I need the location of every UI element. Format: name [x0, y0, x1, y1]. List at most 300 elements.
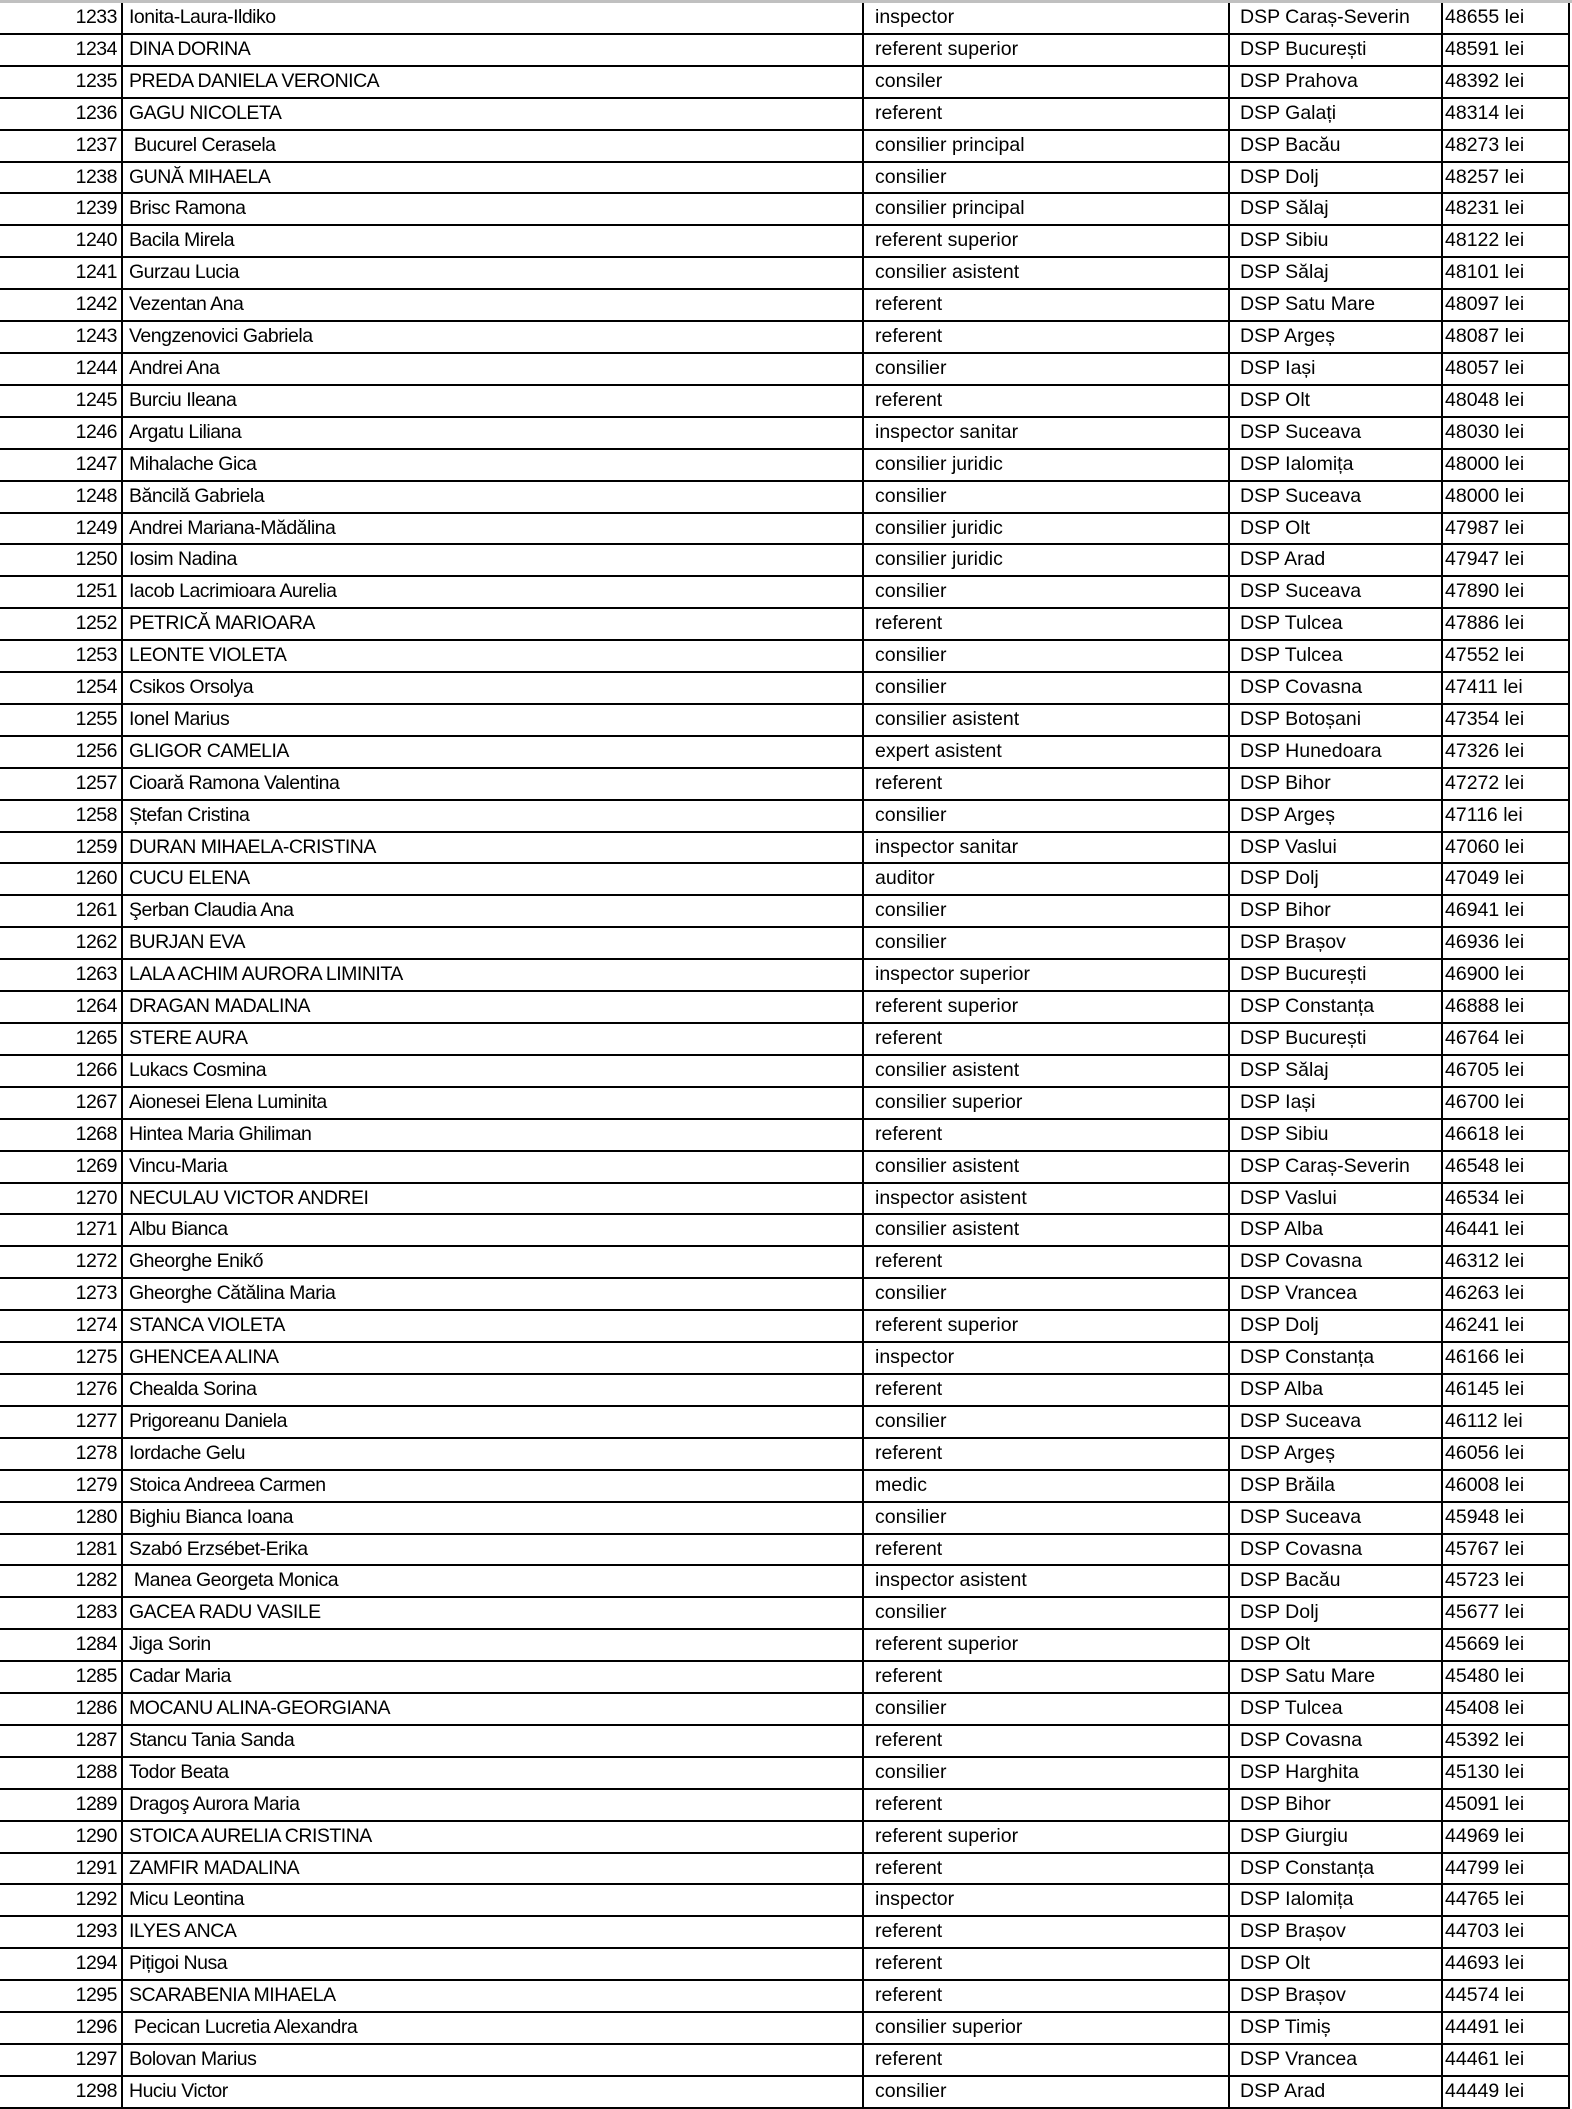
table-row — [0, 736, 1569, 768]
salary-cell: 46700 lei — [1442, 1087, 1569, 1119]
row-number-cell: 1237 — [0, 130, 122, 162]
department-cell: DSP Vrancea — [1229, 2044, 1442, 2076]
row-number-cell: 1242 — [0, 289, 122, 321]
employee-name-cell: Jiga Sorin — [122, 1629, 863, 1661]
table-row — [0, 162, 1569, 194]
department-cell: DSP Bacău — [1229, 1565, 1442, 1597]
department-cell: DSP Caraș-Severin — [1229, 3, 1442, 34]
employee-name-cell: Albu Bianca — [122, 1214, 863, 1246]
department-cell: DSP Bihor — [1229, 895, 1442, 927]
table-row — [0, 1565, 1569, 1597]
job-title-cell: consilier asistent — [863, 1214, 1229, 1246]
department-cell: DSP Argeș — [1229, 1438, 1442, 1470]
table-row — [0, 2044, 1569, 2076]
row-number-cell: 1267 — [0, 1087, 122, 1119]
table-row — [0, 385, 1569, 417]
job-title-cell: referent — [863, 289, 1229, 321]
employee-name-cell: Cioară Ramona Valentina — [122, 768, 863, 800]
employee-name-cell: STOICA AURELIA CRISTINA — [122, 1821, 863, 1853]
table-row — [0, 1310, 1569, 1342]
department-cell: DSP Suceava — [1229, 1502, 1442, 1534]
employee-name-cell: Iordache Gelu — [122, 1438, 863, 1470]
row-number-cell: 1268 — [0, 1119, 122, 1151]
job-title-cell: expert asistent — [863, 736, 1229, 768]
table-row — [0, 1087, 1569, 1119]
row-number-cell: 1244 — [0, 353, 122, 385]
table-row — [0, 193, 1569, 225]
employee-name-cell: Brisc Ramona — [122, 193, 863, 225]
job-title-cell: inspector — [863, 1342, 1229, 1374]
salary-cell: 45669 lei — [1442, 1629, 1569, 1661]
employee-name-cell: Stoica Andreea Carmen — [122, 1470, 863, 1502]
job-title-cell: consilier juridic — [863, 449, 1229, 481]
job-title-cell: inspector asistent — [863, 1565, 1229, 1597]
table-row — [0, 1534, 1569, 1566]
table-row — [0, 2012, 1569, 2044]
employee-name-cell: LEONTE VIOLETA — [122, 640, 863, 672]
department-cell: DSP Timiș — [1229, 2012, 1442, 2044]
row-number-cell: 1284 — [0, 1629, 122, 1661]
row-number-cell: 1246 — [0, 417, 122, 449]
department-cell: DSP Covasna — [1229, 672, 1442, 704]
job-title-cell: referent superior — [863, 1821, 1229, 1853]
department-cell: DSP Constanța — [1229, 1853, 1442, 1885]
salary-cell: 46888 lei — [1442, 991, 1569, 1023]
job-title-cell: consilier asistent — [863, 257, 1229, 289]
employee-name-cell: Iacob Lacrimioara Aurelia — [122, 576, 863, 608]
department-cell: DSP București — [1229, 34, 1442, 66]
employee-name-cell: Băncilă Gabriela — [122, 481, 863, 513]
employee-name-cell: Andrei Ana — [122, 353, 863, 385]
salary-cell: 47049 lei — [1442, 863, 1569, 895]
row-number-cell: 1245 — [0, 385, 122, 417]
salary-cell: 48097 lei — [1442, 289, 1569, 321]
salary-cell: 44491 lei — [1442, 2012, 1569, 2044]
row-number-cell: 1273 — [0, 1278, 122, 1310]
table-row — [0, 1916, 1569, 1948]
job-title-cell: referent — [863, 1374, 1229, 1406]
salary-cell: 46936 lei — [1442, 927, 1569, 959]
employee-name-cell: GACEA RADU VASILE — [122, 1597, 863, 1629]
salary-cell: 48101 lei — [1442, 257, 1569, 289]
table-row — [0, 1151, 1569, 1183]
row-number-cell: 1239 — [0, 193, 122, 225]
row-number-cell: 1264 — [0, 991, 122, 1023]
employee-name-cell: GAGU NICOLETA — [122, 98, 863, 130]
salary-cell: 46166 lei — [1442, 1342, 1569, 1374]
department-cell: DSP Sibiu — [1229, 225, 1442, 257]
salary-cell: 48087 lei — [1442, 321, 1569, 353]
department-cell: DSP Sălaj — [1229, 193, 1442, 225]
row-number-cell: 1253 — [0, 640, 122, 672]
salary-cell: 48030 lei — [1442, 417, 1569, 449]
job-title-cell: consilier asistent — [863, 1151, 1229, 1183]
employee-name-cell: GHENCEA ALINA — [122, 1342, 863, 1374]
salary-cell: 46263 lei — [1442, 1278, 1569, 1310]
job-title-cell: consilier — [863, 1597, 1229, 1629]
job-title-cell: referent superior — [863, 34, 1229, 66]
salary-cell: 47326 lei — [1442, 736, 1569, 768]
employee-name-cell: SCARABENIA MIHAELA — [122, 1980, 863, 2012]
job-title-cell: referent superior — [863, 1310, 1229, 1342]
department-cell: DSP Caraș-Severin — [1229, 1151, 1442, 1183]
employee-name-cell: Şerban Claudia Ana — [122, 895, 863, 927]
salary-cell: 47886 lei — [1442, 608, 1569, 640]
job-title-cell: medic — [863, 1470, 1229, 1502]
department-cell: DSP Olt — [1229, 385, 1442, 417]
table-row — [0, 1055, 1569, 1087]
job-title-cell: consilier — [863, 1406, 1229, 1438]
salary-cell: 44799 lei — [1442, 1853, 1569, 1885]
table-row — [0, 608, 1569, 640]
row-number-cell: 1286 — [0, 1693, 122, 1725]
employee-name-cell: Bacila Mirela — [122, 225, 863, 257]
salary-cell: 46705 lei — [1442, 1055, 1569, 1087]
job-title-cell: referent superior — [863, 1629, 1229, 1661]
job-title-cell: consilier — [863, 1693, 1229, 1725]
department-cell: DSP Bacău — [1229, 130, 1442, 162]
department-cell: DSP Brașov — [1229, 1980, 1442, 2012]
table-row — [0, 66, 1569, 98]
department-cell: DSP Giurgiu — [1229, 1821, 1442, 1853]
salary-cell: 47354 lei — [1442, 704, 1569, 736]
row-number-cell: 1277 — [0, 1406, 122, 1438]
department-cell: DSP Covasna — [1229, 1246, 1442, 1278]
employee-name-cell: GLIGOR CAMELIA — [122, 736, 863, 768]
salary-cell: 45480 lei — [1442, 1661, 1569, 1693]
row-number-cell: 1287 — [0, 1725, 122, 1757]
table-row — [0, 1789, 1569, 1821]
row-number-cell: 1271 — [0, 1214, 122, 1246]
salary-cell: 48655 lei — [1442, 3, 1569, 34]
table-row — [0, 225, 1569, 257]
row-number-cell: 1262 — [0, 927, 122, 959]
salary-cell: 44449 lei — [1442, 2076, 1569, 2108]
employee-name-cell: Andrei Mariana-Mădălina — [122, 513, 863, 545]
job-title-cell: referent — [863, 1246, 1229, 1278]
salary-cell: 48392 lei — [1442, 66, 1569, 98]
job-title-cell: consilier — [863, 927, 1229, 959]
department-cell: DSP Ialomița — [1229, 1884, 1442, 1916]
employee-name-cell: Csikos Orsolya — [122, 672, 863, 704]
table-row — [0, 1821, 1569, 1853]
table-row — [0, 1757, 1569, 1789]
table-row — [0, 832, 1569, 864]
job-title-cell: consilier asistent — [863, 1055, 1229, 1087]
department-cell: DSP Brăila — [1229, 1470, 1442, 1502]
table-row — [0, 1980, 1569, 2012]
department-cell: DSP Harghita — [1229, 1757, 1442, 1789]
row-number-cell: 1255 — [0, 704, 122, 736]
job-title-cell: consilier asistent — [863, 704, 1229, 736]
table-row — [0, 321, 1569, 353]
row-number-cell: 1259 — [0, 832, 122, 864]
salary-cell: 45408 lei — [1442, 1693, 1569, 1725]
employee-name-cell: PREDA DANIELA VERONICA — [122, 66, 863, 98]
employee-name-cell: Pecican Lucretia Alexandra — [122, 2012, 863, 2044]
employee-name-cell: ZAMFIR MADALINA — [122, 1853, 863, 1885]
table-row — [0, 3, 1569, 34]
department-cell: DSP Dolj — [1229, 863, 1442, 895]
department-cell: DSP Vrancea — [1229, 1278, 1442, 1310]
row-number-cell: 1249 — [0, 513, 122, 545]
job-title-cell: consilier — [863, 576, 1229, 608]
employee-name-cell: Vezentan Ana — [122, 289, 863, 321]
job-title-cell: referent — [863, 1725, 1229, 1757]
table-row — [0, 1661, 1569, 1693]
row-number-cell: 1248 — [0, 481, 122, 513]
job-title-cell: referent — [863, 385, 1229, 417]
row-number-cell: 1269 — [0, 1151, 122, 1183]
department-cell: DSP Sălaj — [1229, 1055, 1442, 1087]
department-cell: DSP Argeș — [1229, 321, 1442, 353]
department-cell: DSP Dolj — [1229, 1310, 1442, 1342]
department-cell: DSP Brașov — [1229, 927, 1442, 959]
salary-cell: 48000 lei — [1442, 449, 1569, 481]
row-number-cell: 1260 — [0, 863, 122, 895]
table-row — [0, 2076, 1569, 2108]
table-row — [0, 1023, 1569, 1055]
department-cell: DSP Constanța — [1229, 1342, 1442, 1374]
employee-name-cell: NECULAU VICTOR ANDREI — [122, 1183, 863, 1215]
row-number-cell: 1238 — [0, 162, 122, 194]
job-title-cell: consilier — [863, 1278, 1229, 1310]
table-row — [0, 959, 1569, 991]
salary-cell: 47272 lei — [1442, 768, 1569, 800]
job-title-cell: consilier — [863, 640, 1229, 672]
job-title-cell: referent — [863, 1853, 1229, 1885]
salary-cell: 47116 lei — [1442, 800, 1569, 832]
salary-cell: 47411 lei — [1442, 672, 1569, 704]
salary-cell: 48231 lei — [1442, 193, 1569, 225]
department-cell: DSP Botoșani — [1229, 704, 1442, 736]
row-number-cell: 1254 — [0, 672, 122, 704]
row-number-cell: 1278 — [0, 1438, 122, 1470]
employee-name-cell: Gurzau Lucia — [122, 257, 863, 289]
row-number-cell: 1236 — [0, 98, 122, 130]
row-number-cell: 1280 — [0, 1502, 122, 1534]
salary-cell: 48273 lei — [1442, 130, 1569, 162]
job-title-cell: consilier — [863, 895, 1229, 927]
department-cell: DSP Iași — [1229, 353, 1442, 385]
job-title-cell: consilier juridic — [863, 513, 1229, 545]
job-title-cell: consilier — [863, 162, 1229, 194]
employee-name-cell: Huciu Victor — [122, 2076, 863, 2108]
department-cell: DSP Alba — [1229, 1374, 1442, 1406]
job-title-cell: inspector — [863, 3, 1229, 34]
department-cell: DSP Satu Mare — [1229, 1661, 1442, 1693]
salary-cell: 47890 lei — [1442, 576, 1569, 608]
department-cell: DSP Constanța — [1229, 991, 1442, 1023]
row-number-cell: 1240 — [0, 225, 122, 257]
row-number-cell: 1279 — [0, 1470, 122, 1502]
table-row — [0, 1948, 1569, 1980]
employee-name-cell: Stancu Tania Sanda — [122, 1725, 863, 1757]
table-row — [0, 353, 1569, 385]
department-cell: DSP Sibiu — [1229, 1119, 1442, 1151]
department-cell: DSP Suceava — [1229, 417, 1442, 449]
salary-cell: 48314 lei — [1442, 98, 1569, 130]
table-row — [0, 1278, 1569, 1310]
job-title-cell: referent — [863, 1119, 1229, 1151]
row-number-cell: 1290 — [0, 1821, 122, 1853]
employee-name-cell: Bighiu Bianca Ioana — [122, 1502, 863, 1534]
employee-name-cell: Cadar Maria — [122, 1661, 863, 1693]
table-row — [0, 130, 1569, 162]
job-title-cell: consilier — [863, 672, 1229, 704]
table-row — [0, 704, 1569, 736]
department-cell: DSP Galați — [1229, 98, 1442, 130]
salary-cell: 46056 lei — [1442, 1438, 1569, 1470]
salary-cell: 44574 lei — [1442, 1980, 1569, 2012]
department-cell: DSP Bihor — [1229, 768, 1442, 800]
table-row — [0, 1629, 1569, 1661]
employee-name-cell: ILYES ANCA — [122, 1916, 863, 1948]
employee-name-cell: Argatu Liliana — [122, 417, 863, 449]
row-number-cell: 1252 — [0, 608, 122, 640]
department-cell: DSP Suceava — [1229, 576, 1442, 608]
row-number-cell: 1261 — [0, 895, 122, 927]
job-title-cell: consilier principal — [863, 130, 1229, 162]
employee-name-cell: Lukacs Cosmina — [122, 1055, 863, 1087]
row-number-cell: 1241 — [0, 257, 122, 289]
employee-name-cell: Aionesei Elena Luminita — [122, 1087, 863, 1119]
table-row — [0, 576, 1569, 608]
job-title-cell: consilier — [863, 2076, 1229, 2108]
salary-cell: 46145 lei — [1442, 1374, 1569, 1406]
row-number-cell: 1285 — [0, 1661, 122, 1693]
salary-cell: 46900 lei — [1442, 959, 1569, 991]
department-cell: DSP Tulcea — [1229, 608, 1442, 640]
table-row — [0, 768, 1569, 800]
job-title-cell: consiler — [863, 66, 1229, 98]
salary-cell: 48048 lei — [1442, 385, 1569, 417]
row-number-cell: 1289 — [0, 1789, 122, 1821]
department-cell: DSP Brașov — [1229, 1916, 1442, 1948]
department-cell: DSP Dolj — [1229, 1597, 1442, 1629]
table-row — [0, 1884, 1569, 1916]
salary-cell: 46008 lei — [1442, 1470, 1569, 1502]
job-title-cell: consilier principal — [863, 193, 1229, 225]
salary-cell: 48057 lei — [1442, 353, 1569, 385]
table-row — [0, 640, 1569, 672]
salary-table-body — [0, 3, 1569, 2108]
employee-name-cell: MOCANU ALINA-GEORGIANA — [122, 1693, 863, 1725]
job-title-cell: inspector sanitar — [863, 417, 1229, 449]
salary-cell: 48257 lei — [1442, 162, 1569, 194]
table-row — [0, 1214, 1569, 1246]
table-row — [0, 863, 1569, 895]
table-row — [0, 1374, 1569, 1406]
table-row — [0, 1502, 1569, 1534]
job-title-cell: inspector asistent — [863, 1183, 1229, 1215]
salary-cell: 45091 lei — [1442, 1789, 1569, 1821]
job-title-cell: inspector — [863, 1884, 1229, 1916]
employee-name-cell: Vincu-Maria — [122, 1151, 863, 1183]
department-cell: DSP Dolj — [1229, 162, 1442, 194]
employee-name-cell: Szabó Erzsébet-Erika — [122, 1534, 863, 1566]
salary-cell: 46241 lei — [1442, 1310, 1569, 1342]
table-row — [0, 895, 1569, 927]
department-cell: DSP Vaslui — [1229, 832, 1442, 864]
department-cell: DSP Sălaj — [1229, 257, 1442, 289]
employee-name-cell: Gheorghe Enikő — [122, 1246, 863, 1278]
row-number-cell: 1298 — [0, 2076, 122, 2108]
table-row — [0, 1597, 1569, 1629]
employee-name-cell: LALA ACHIM AURORA LIMINITA — [122, 959, 863, 991]
table-row — [0, 1406, 1569, 1438]
department-cell: DSP Alba — [1229, 1214, 1442, 1246]
row-number-cell: 1283 — [0, 1597, 122, 1629]
salary-cell: 47552 lei — [1442, 640, 1569, 672]
department-cell: DSP Tulcea — [1229, 1693, 1442, 1725]
table-row — [0, 257, 1569, 289]
employee-name-cell: Manea Georgeta Monica — [122, 1565, 863, 1597]
employee-name-cell: Ionel Marius — [122, 704, 863, 736]
table-row — [0, 513, 1569, 545]
salary-cell: 45392 lei — [1442, 1725, 1569, 1757]
employee-name-cell: Todor Beata — [122, 1757, 863, 1789]
employee-name-cell: Prigoreanu Daniela — [122, 1406, 863, 1438]
employee-name-cell: Burciu Ileana — [122, 385, 863, 417]
row-number-cell: 1294 — [0, 1948, 122, 1980]
employee-name-cell: CUCU ELENA — [122, 863, 863, 895]
department-cell: DSP Argeș — [1229, 800, 1442, 832]
salary-cell: 46764 lei — [1442, 1023, 1569, 1055]
job-title-cell: consilier juridic — [863, 544, 1229, 576]
row-number-cell: 1281 — [0, 1534, 122, 1566]
row-number-cell: 1234 — [0, 34, 122, 66]
employee-name-cell: PETRICĂ MARIOARA — [122, 608, 863, 640]
department-cell: DSP București — [1229, 1023, 1442, 1055]
row-number-cell: 1250 — [0, 544, 122, 576]
table-row — [0, 1183, 1569, 1215]
job-title-cell: consilier — [863, 481, 1229, 513]
salary-cell: 45767 lei — [1442, 1534, 1569, 1566]
department-cell: DSP Tulcea — [1229, 640, 1442, 672]
employee-name-cell: GUNĂ MIHAELA — [122, 162, 863, 194]
employee-name-cell: BURJAN EVA — [122, 927, 863, 959]
salary-cell: 44703 lei — [1442, 1916, 1569, 1948]
job-title-cell: referent — [863, 1916, 1229, 1948]
table-row — [0, 1438, 1569, 1470]
salary-cell: 46548 lei — [1442, 1151, 1569, 1183]
employee-name-cell: STERE AURA — [122, 1023, 863, 1055]
table-row — [0, 481, 1569, 513]
table-row — [0, 991, 1569, 1023]
job-title-cell: referent — [863, 321, 1229, 353]
department-cell: DSP Arad — [1229, 2076, 1442, 2108]
employee-name-cell: Mihalache Gica — [122, 449, 863, 481]
row-number-cell: 1296 — [0, 2012, 122, 2044]
salary-cell: 44969 lei — [1442, 1821, 1569, 1853]
salary-cell: 46534 lei — [1442, 1183, 1569, 1215]
job-title-cell: consilier — [863, 1757, 1229, 1789]
job-title-cell: referent — [863, 1789, 1229, 1821]
table-row — [0, 1853, 1569, 1885]
job-title-cell: consilier superior — [863, 1087, 1229, 1119]
department-cell: DSP Vaslui — [1229, 1183, 1442, 1215]
row-number-cell: 1288 — [0, 1757, 122, 1789]
employee-name-cell: DRAGAN MADALINA — [122, 991, 863, 1023]
job-title-cell: consilier — [863, 800, 1229, 832]
table-row — [0, 98, 1569, 130]
row-number-cell: 1247 — [0, 449, 122, 481]
row-number-cell: 1257 — [0, 768, 122, 800]
table-row — [0, 289, 1569, 321]
table-row — [0, 34, 1569, 66]
employee-name-cell: Dragoş Aurora Maria — [122, 1789, 863, 1821]
